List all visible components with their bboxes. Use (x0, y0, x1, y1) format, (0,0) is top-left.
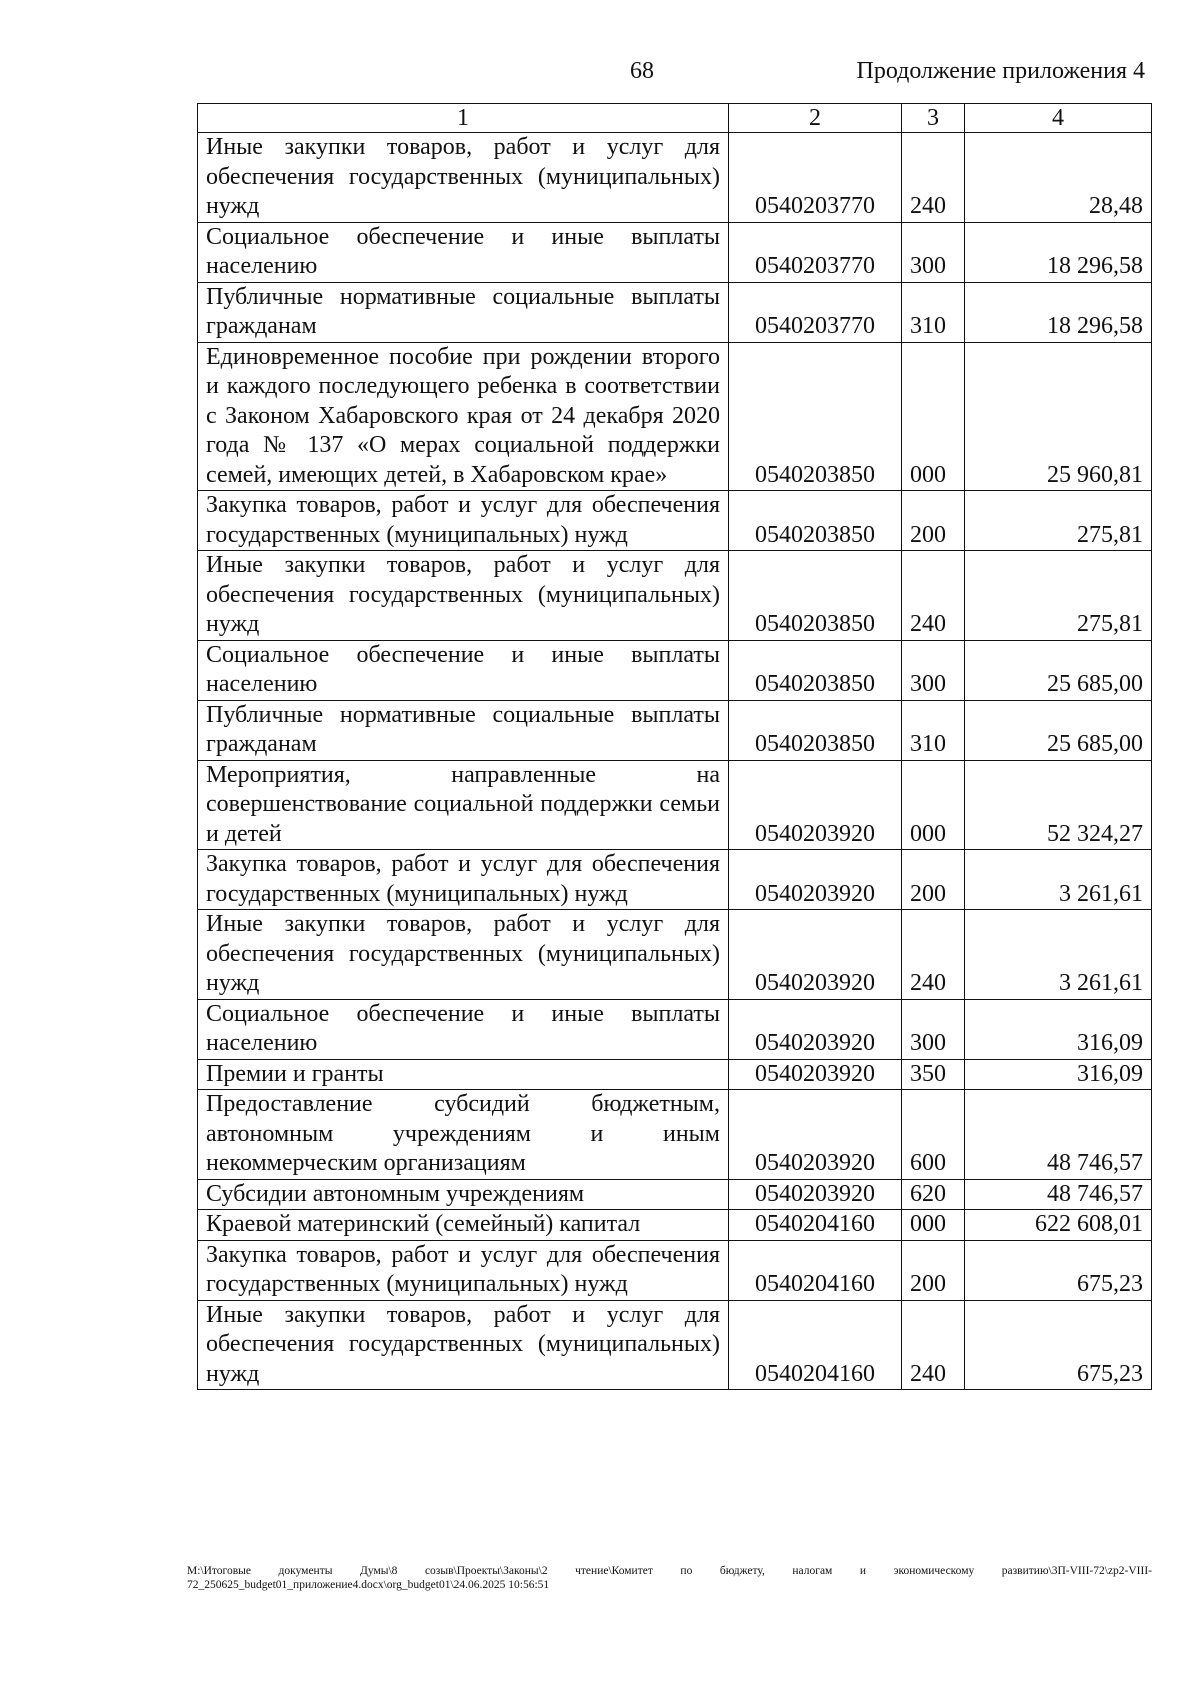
row-code-cell: 0540203770 (729, 222, 902, 282)
row-name-cell: Краевой материнский (семейный) капитал (198, 1210, 729, 1241)
row-type-cell: 200 (902, 1240, 965, 1300)
table-row (198, 133, 1152, 223)
row-code-cell: 0540203770 (729, 133, 902, 223)
table-body (198, 133, 1152, 1390)
row-name-cell: Социальное обеспечение и иные выплаты населению (198, 222, 729, 282)
row-amount-cell: 18 296,58 (965, 282, 1152, 342)
row-amount-cell: 316,09 (965, 1059, 1152, 1090)
page-number: 68 (630, 58, 654, 84)
row-name-cell: Субсидии автономным учреждениям (198, 1179, 729, 1210)
column-header-1: 1 (198, 104, 729, 133)
table-row (198, 1179, 1152, 1210)
row-name-cell: Премии и гранты (198, 1059, 729, 1090)
table-row (198, 910, 1152, 1000)
row-amount-cell: 48 746,57 (965, 1179, 1152, 1210)
row-amount-cell: 28,48 (965, 133, 1152, 223)
row-type-cell: 310 (902, 700, 965, 760)
row-code-cell: 0540203850 (729, 491, 902, 551)
row-code-cell: 0540203920 (729, 999, 902, 1059)
row-amount-cell: 52 324,27 (965, 760, 1152, 850)
row-amount-cell: 25 685,00 (965, 640, 1152, 700)
column-header-4: 4 (965, 104, 1152, 133)
row-amount-cell: 275,81 (965, 491, 1152, 551)
row-type-cell: 300 (902, 640, 965, 700)
table-row (198, 342, 1152, 491)
row-type-cell: 350 (902, 1059, 965, 1090)
row-type-cell: 300 (902, 999, 965, 1059)
row-name-cell: Публичные нормативные социальные выплаты гражданам (198, 700, 729, 760)
table-row (198, 551, 1152, 641)
row-type-cell: 240 (902, 133, 965, 223)
row-name-cell: Закупка товаров, работ и услуг для обеспечения государственных (муниципальных) нужд (198, 1240, 729, 1300)
row-type-cell: 000 (902, 342, 965, 491)
row-type-cell: 200 (902, 491, 965, 551)
row-code-cell: 0540203850 (729, 700, 902, 760)
table-row (198, 1059, 1152, 1090)
column-header-2: 2 (729, 104, 902, 133)
row-name-cell: Социальное обеспечение и иные выплаты населению (198, 640, 729, 700)
row-type-cell: 310 (902, 282, 965, 342)
row-name-cell: Иные закупки товаров, работ и услуг для обеспечения государственных (муниципальных) нужд (198, 551, 729, 641)
row-code-cell: 0540204160 (729, 1300, 902, 1390)
row-type-cell: 300 (902, 222, 965, 282)
row-code-cell: 0540203920 (729, 1090, 902, 1180)
row-name-cell: Закупка товаров, работ и услуг для обеспечения государственных (муниципальных) нужд (198, 491, 729, 551)
row-amount-cell: 3 261,61 (965, 850, 1152, 910)
table-row (198, 1090, 1152, 1180)
table-row (198, 760, 1152, 850)
row-amount-cell: 48 746,57 (965, 1090, 1152, 1180)
row-type-cell: 200 (902, 850, 965, 910)
row-code-cell: 0540203920 (729, 1059, 902, 1090)
table-row (198, 491, 1152, 551)
row-name-cell: Социальное обеспечение и иные выплаты населению (198, 999, 729, 1059)
row-type-cell: 000 (902, 1210, 965, 1241)
row-amount-cell: 25 960,81 (965, 342, 1152, 491)
row-code-cell: 0540204160 (729, 1210, 902, 1241)
row-amount-cell: 622 608,01 (965, 1210, 1152, 1241)
table-row (198, 850, 1152, 910)
appendix-continuation-title: Продолжение приложения 4 (856, 58, 1145, 84)
row-amount-cell: 316,09 (965, 999, 1152, 1059)
table-row (198, 1210, 1152, 1241)
table-row (198, 282, 1152, 342)
row-code-cell: 0540204160 (729, 1240, 902, 1300)
document-file-path: M:\Итоговые документы Думы\8 созыв\Проекты\Законы\2 чтение\Комитет по бюджету, налогам и экономическому развитию\3П-VIII-72\zp2-VIII-72_250625_budget01_приложение4.docx\org_budget01\24.06.2025 10:56:51 (187, 1565, 1152, 1591)
table-row (198, 640, 1152, 700)
row-name-cell: Мероприятия, направленные на совершенствование социальной поддержки семьи и детей (198, 760, 729, 850)
row-code-cell: 0540203920 (729, 1179, 902, 1210)
row-code-cell: 0540203850 (729, 342, 902, 491)
row-name-cell: Предоставление субсидий бюджетным, автономным учреждениям и иным некоммерческим организациям (198, 1090, 729, 1180)
row-amount-cell: 18 296,58 (965, 222, 1152, 282)
row-amount-cell: 25 685,00 (965, 700, 1152, 760)
row-name-cell: Публичные нормативные социальные выплаты гражданам (198, 282, 729, 342)
column-number-row (198, 104, 1152, 133)
row-amount-cell: 675,23 (965, 1300, 1152, 1390)
row-code-cell: 0540203850 (729, 640, 902, 700)
row-code-cell: 0540203920 (729, 910, 902, 1000)
row-code-cell: 0540203920 (729, 760, 902, 850)
row-name-cell: Иные закупки товаров, работ и услуг для обеспечения государственных (муниципальных) нужд (198, 133, 729, 223)
row-type-cell: 240 (902, 910, 965, 1000)
column-header-3: 3 (902, 104, 965, 133)
table-row (198, 999, 1152, 1059)
row-name-cell: Иные закупки товаров, работ и услуг для обеспечения государственных (муниципальных) нужд (198, 1300, 729, 1390)
row-type-cell: 240 (902, 551, 965, 641)
row-type-cell: 000 (902, 760, 965, 850)
row-name-cell: Единовременное пособие при рождении второго и каждого последующего ребенка в соответствии с Законом Хабаровского края от 24 декабря 2020 года № 137 «О мерах социальной поддержки семей, имеющих детей, в Хабаровском крае» (198, 342, 729, 491)
row-name-cell: Иные закупки товаров, работ и услуг для обеспечения государственных (муниципальных) нужд (198, 910, 729, 1000)
row-amount-cell: 275,81 (965, 551, 1152, 641)
row-type-cell: 600 (902, 1090, 965, 1180)
row-type-cell: 620 (902, 1179, 965, 1210)
table-row (198, 1300, 1152, 1390)
row-code-cell: 0540203920 (729, 850, 902, 910)
budget-table (197, 103, 1152, 1390)
row-code-cell: 0540203850 (729, 551, 902, 641)
row-code-cell: 0540203770 (729, 282, 902, 342)
row-name-cell: Закупка товаров, работ и услуг для обеспечения государственных (муниципальных) нужд (198, 850, 729, 910)
row-type-cell: 240 (902, 1300, 965, 1390)
row-amount-cell: 675,23 (965, 1240, 1152, 1300)
table-row (198, 700, 1152, 760)
table-row (198, 1240, 1152, 1300)
table-row (198, 222, 1152, 282)
row-amount-cell: 3 261,61 (965, 910, 1152, 1000)
